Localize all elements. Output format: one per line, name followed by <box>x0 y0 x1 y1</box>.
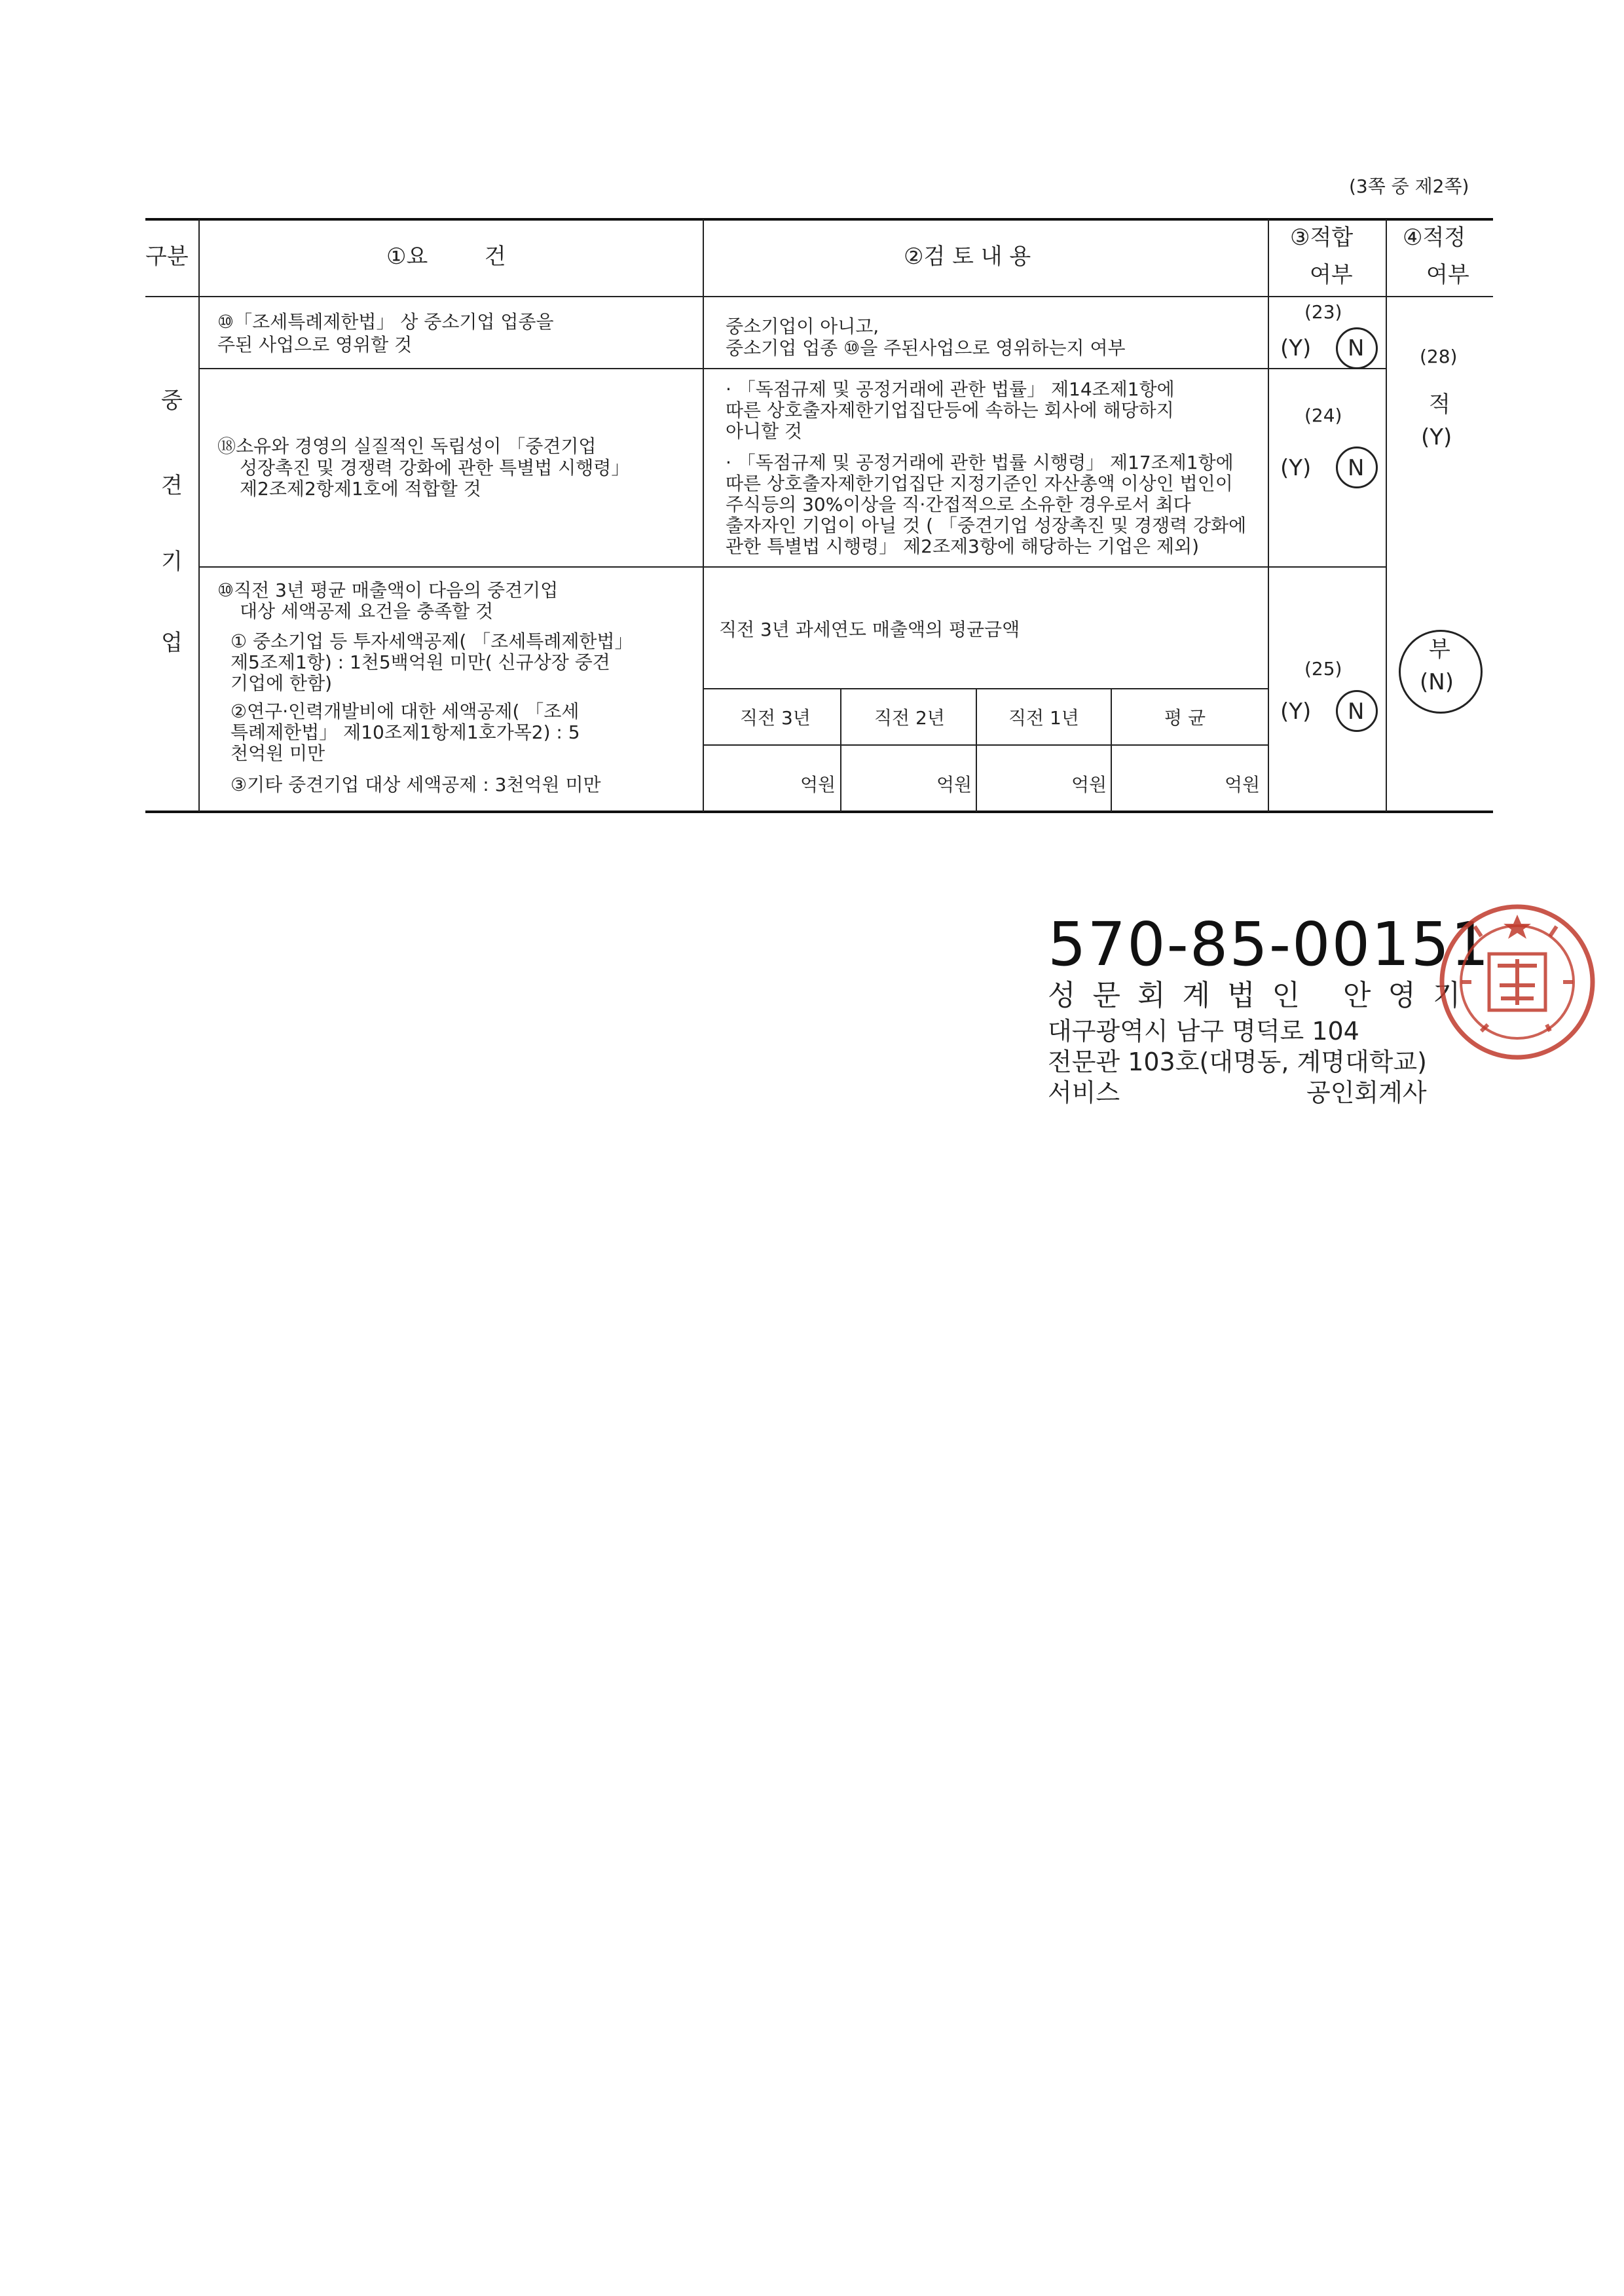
row2-review-line: · 「독점규제 및 공정거래에 관한 법률 시행령」 제17조제1항에 <box>726 452 1234 473</box>
subtable-header-2years: 직전 2년 <box>874 707 945 729</box>
page-indicator: (3쪽 중 제2쪽) <box>1349 175 1469 197</box>
col-divider-3 <box>1268 219 1269 812</box>
row2-review-line: 아니할 것 <box>726 420 803 442</box>
header-appropriate-line1: ④적정 <box>1403 225 1466 251</box>
header-fit-line2: 여부 <box>1310 262 1353 288</box>
row1-bottom-border <box>200 368 1386 369</box>
category-char-4: 업 <box>161 630 183 656</box>
col4-appropriate-y: (Y) <box>1421 424 1452 450</box>
subtable-divider-3 <box>1111 688 1112 812</box>
row1-no: N <box>1348 335 1365 361</box>
row1-requirement-line1: ⑩「조세특례제한법」 상 중소기업 업종을 <box>217 311 554 333</box>
row3-requirement-line: ① 중소기업 등 투자세액공제( 「조세특례제한법」 <box>231 630 633 652</box>
row2-requirement-line2: 성장촉진 및 경쟁력 강화에 관한 특별법 시행령」 <box>240 457 630 479</box>
cpa-title: 공인회계사 <box>1306 1078 1427 1107</box>
subtable-unit: 억원 <box>800 774 836 795</box>
subtable-header-3years: 직전 3년 <box>740 707 811 729</box>
header-category: 구분 <box>145 244 189 270</box>
header-appropriate-line2: 여부 <box>1426 262 1469 288</box>
col4-not-n: (N) <box>1420 669 1454 695</box>
row2-bottom-border <box>200 566 1386 568</box>
col-divider-4 <box>1386 219 1387 812</box>
subtable-header-1year: 직전 1년 <box>1008 707 1079 729</box>
row1-review-line2: 중소기업 업종 ⑩을 주된사업으로 영위하는지 여부 <box>726 337 1126 359</box>
row2-yes: (Y) <box>1280 455 1312 481</box>
subtable-unit: 억원 <box>1071 774 1107 795</box>
subtable-divider-1 <box>840 688 841 812</box>
row3-requirement-line: ②연구·인력개발비에 대한 세액공제( 「조세 <box>231 701 580 722</box>
col4-code: (28) <box>1420 346 1458 367</box>
row3-requirement-line: 대상 세액공제 요건을 충족할 것 <box>240 600 494 622</box>
subtable-header-top <box>703 688 1268 689</box>
table-top-border <box>145 218 1493 221</box>
header-bottom-border <box>145 296 1493 297</box>
col4-appropriate: 적 <box>1429 392 1450 418</box>
category-char-2: 견 <box>161 473 183 499</box>
row2-requirement-line3: 제2조제2항제1호에 적합할 것 <box>240 478 481 500</box>
subtable-divider-2 <box>976 688 977 812</box>
row3-yes: (Y) <box>1280 699 1312 725</box>
registration-number: 570-85-00151 <box>1048 909 1490 979</box>
category-char-3: 기 <box>161 549 183 575</box>
row2-no: N <box>1348 455 1365 481</box>
row1-yes: (Y) <box>1280 335 1312 361</box>
subtable-unit: 억원 <box>1225 774 1261 795</box>
row3-code: (25) <box>1304 658 1342 680</box>
service-label: 서비스 <box>1048 1078 1120 1107</box>
row1-code: (23) <box>1304 301 1342 323</box>
col4-not: 부 <box>1429 636 1450 663</box>
row2-review-line: 따른 상호출자제한기업집단 지정기준인 자산총액 이상인 법인이 <box>726 473 1233 494</box>
row2-review-line: 관한 특별법 시행령」 제2조제3항에 해당하는 기업은 제외) <box>726 536 1200 557</box>
table-bottom-border <box>145 811 1493 813</box>
row3-requirement-line: ③기타 중견기업 대상 세액공제 : 3천억원 미만 <box>231 774 601 795</box>
firm-name: 성 문 회 계 법 인 안 영 기 <box>1048 979 1465 1012</box>
header-review: ②검 토 내 용 <box>904 244 1031 270</box>
row3-review-title: 직전 3년 과세연도 매출액의 평균금액 <box>719 619 1020 640</box>
row3-no: N <box>1348 699 1365 725</box>
seal-stamp-icon <box>1435 900 1599 1064</box>
row3-requirement-line: 천억원 미만 <box>231 742 325 764</box>
subtable-unit: 억원 <box>936 774 972 795</box>
row3-requirement-line: ⑩직전 3년 평균 매출액이 다음의 중견기업 <box>217 579 559 601</box>
row2-requirement-line1: ⑱소유와 경영의 실질적인 독립성이 「중견기업 <box>217 435 597 457</box>
header-fit-line1: ③적합 <box>1290 225 1354 251</box>
row3-requirement-line: 제5조제1항) : 1천5백억원 미만( 신규상장 중견 <box>231 651 610 673</box>
row2-review-line: 출자자인 기업이 아닐 것 ( 「중견기업 성장촉진 및 경쟁력 강화에 <box>726 515 1247 536</box>
row2-code: (24) <box>1304 405 1342 426</box>
row2-review-line: · 「독점규제 및 공정거래에 관한 법률」 제14조제1항에 <box>726 378 1175 400</box>
subtable-header-average: 평 균 <box>1164 707 1206 729</box>
row3-requirement-line: 특례제한법」 제10조제1항제1호가목2) : 5 <box>231 721 580 743</box>
category-char-1: 중 <box>161 388 183 414</box>
header-requirement: ①요 건 <box>386 244 506 270</box>
row1-review-line1: 중소기업이 아니고, <box>726 316 879 337</box>
col-divider-2 <box>703 219 704 812</box>
address-line1: 대구광역시 남구 명덕로 104 <box>1048 1017 1359 1046</box>
row1-requirement-line2: 주된 사업으로 영위할 것 <box>217 334 413 355</box>
row2-review-line: 따른 상호출자제한기업집단등에 속하는 회사에 해당하지 <box>726 399 1174 421</box>
col-divider-1 <box>198 219 200 812</box>
subtable-header-bottom <box>703 744 1268 746</box>
row3-requirement-line: 기업에 한함) <box>231 672 333 694</box>
address-line2: 전문관 103호(대명동, 계명대학교) <box>1048 1048 1427 1076</box>
row2-review-line: 주식등의 30%이상을 직·간접적으로 소유한 경우로서 최다 <box>726 494 1191 515</box>
